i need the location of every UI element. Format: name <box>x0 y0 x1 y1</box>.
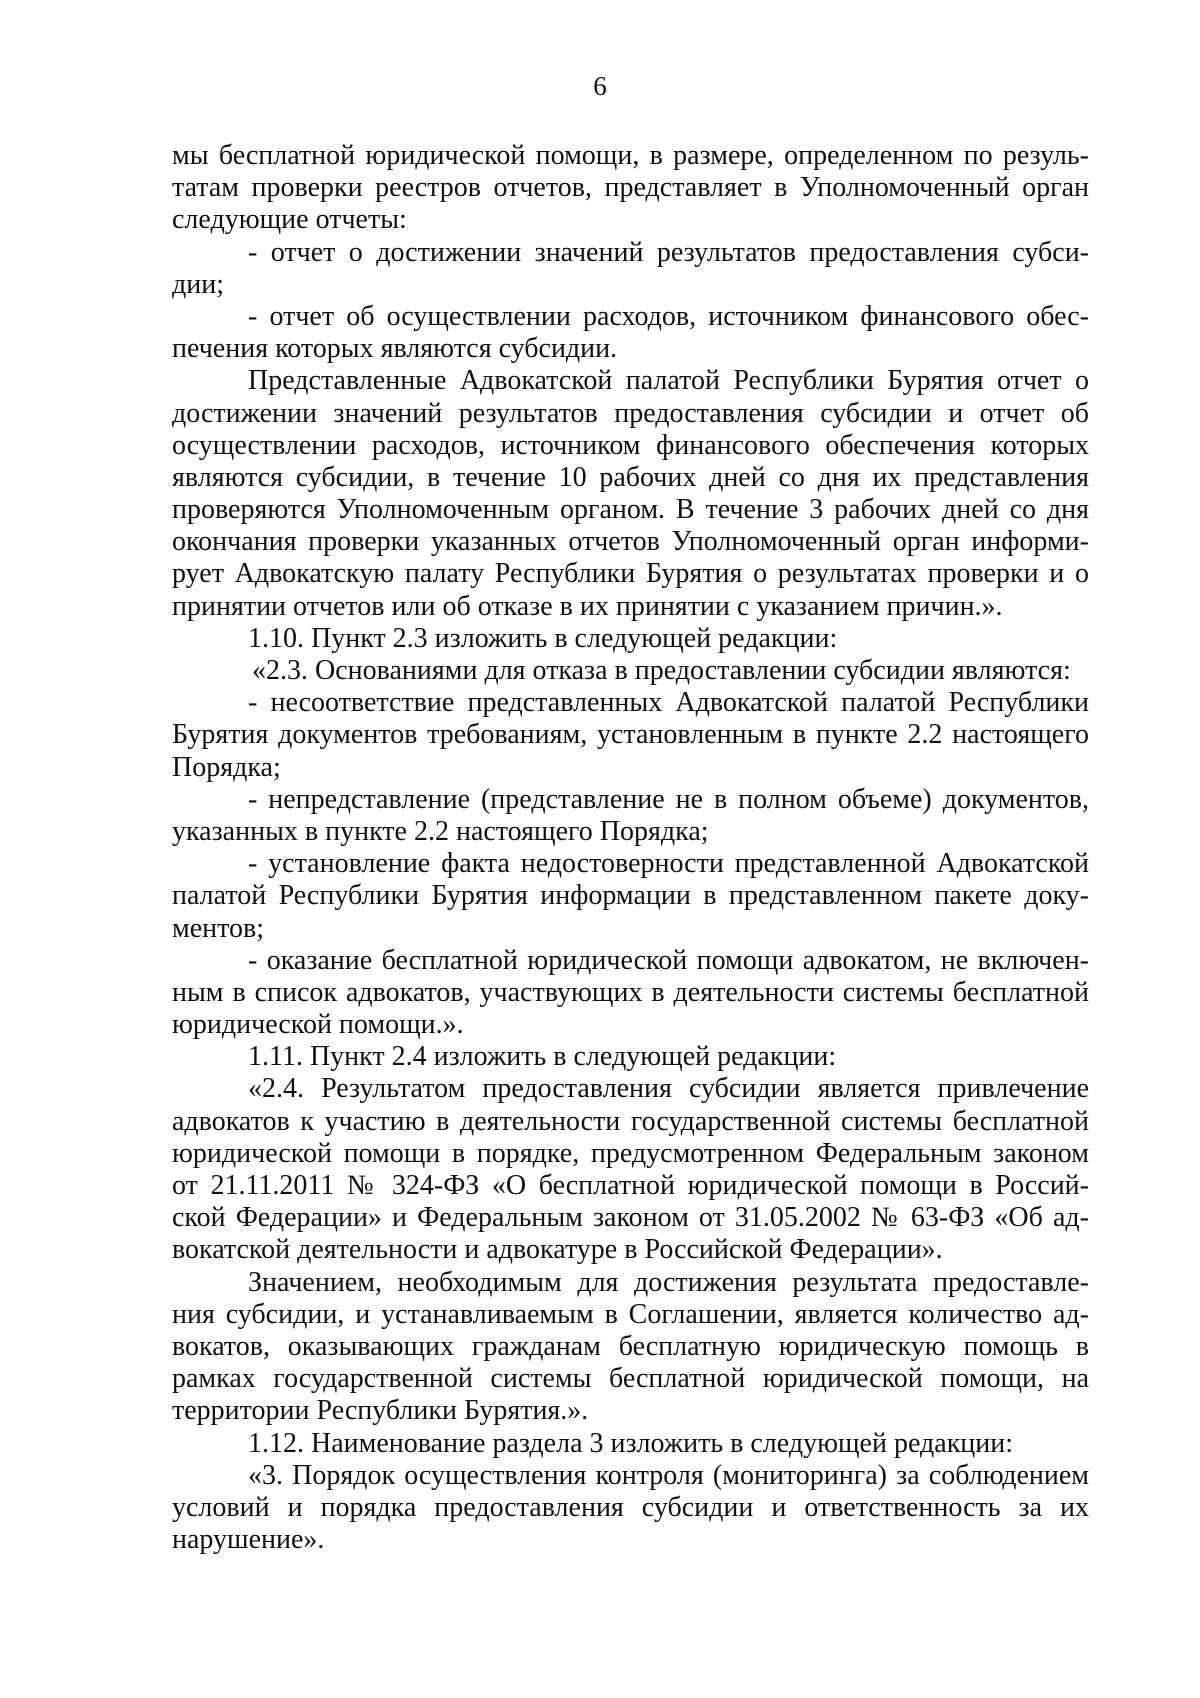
text-line: ментов; <box>172 912 264 944</box>
text-line: территории Республики Бурятия.». <box>172 1395 589 1427</box>
text-line: «3. Порядок осуществления контроля (мониторинга) за соблюдением <box>248 1459 1089 1491</box>
text-line: Бурятия документов требованиям, установленным в пункте 2.2 настоящего <box>172 719 1089 751</box>
text-line: осуществлении расходов, источником финансового обеспечения которых <box>172 429 1089 461</box>
text-line: 1.12. Наименование раздела 3 изложить в следующей редакции: <box>248 1427 1014 1459</box>
text-line: вокатской деятельности и адвокатуре в Российской Федерации». <box>172 1234 943 1266</box>
text-line: следующие отчеты: <box>172 204 407 236</box>
text-line: - оказание бесплатной юридической помощи адвокатом, не включен- <box>248 944 1089 976</box>
text-line: Порядка; <box>172 751 281 783</box>
text-line: - непредставление (представление не в полном объеме) документов, <box>248 783 1089 815</box>
text-line: Значением, необходимым для достижения результата предоставле- <box>248 1266 1089 1298</box>
text-line: принятии отчетов или об отказе в их принятии с указанием причин.». <box>172 590 1003 622</box>
text-line: юридической помощи в порядке, предусмотренном Федеральным законом <box>172 1137 1089 1169</box>
text-line: татам проверки реестров отчетов, представляет в Уполномоченный орган <box>172 172 1089 204</box>
text-line: достижении значений результатов предоставления субсидии и отчет об <box>172 397 1089 429</box>
text-line: нарушение». <box>172 1524 325 1556</box>
text-line: «2.4. Результатом предоставления субсидии является привлечение <box>248 1073 1089 1105</box>
text-line: дии; <box>172 268 224 300</box>
text-line: адвокатов к участию в деятельности государственной системы бесплатной <box>172 1105 1089 1137</box>
text-line: 1.10. Пункт 2.3 изложить в следующей редакции: <box>248 622 838 654</box>
text-line: - установление факта недостоверности представленной Адвокатской <box>248 848 1089 880</box>
text-line: - отчет о достижении значений результатов предоставления субси- <box>248 236 1089 268</box>
text-line: ской Федерации» и Федеральным законом от 31.05.2002 № 63-ФЗ «Об ад- <box>172 1202 1089 1234</box>
text-line: - несоответствие представленных Адвокатской палатой Республики <box>248 687 1089 719</box>
text-line: являются субсидии, в течение 10 рабочих дней со дня их представления <box>172 461 1089 493</box>
text-line: рует Адвокатскую палату Республики Бурятия о результатах проверки и о <box>172 558 1089 590</box>
text-line: окончания проверки указанных отчетов Уполномоченный орган информи- <box>172 526 1089 558</box>
text-line: 1.11. Пункт 2.4 изложить в следующей редакции: <box>248 1041 837 1073</box>
text-line: от 21.11.2011 № 324-ФЗ «О бесплатной юридической помощи в Россий- <box>172 1170 1089 1201</box>
text-line: вокатов, оказывающих гражданам бесплатную юридическую помощь в <box>172 1330 1089 1362</box>
text-line: условий и порядка предоставления субсидии и ответственность за их <box>172 1491 1089 1523</box>
text-line: печения которых являются субсидии. <box>172 333 618 365</box>
text-line: палатой Республики Бурятия информации в представленном пакете доку- <box>172 880 1089 912</box>
text-line: - отчет об осуществлении расходов, источником финансового обес- <box>248 300 1089 332</box>
text-line: проверяются Уполномоченным органом. В течение 3 рабочих дней со дня <box>172 494 1089 526</box>
text-line: указанных в пункте 2.2 настоящего Порядка; <box>172 815 709 847</box>
text-line: ным в список адвокатов, участвующих в деятельности системы бесплатной <box>172 976 1089 1008</box>
page-number: 6 <box>593 71 607 101</box>
text-line: ния субсидии, и устанавливаемым в Соглашении, является количество ад- <box>172 1298 1089 1330</box>
text-line: рамках государственной системы бесплатной юридической помощи, на <box>172 1363 1089 1395</box>
text-line: Представленные Адвокатской палатой Республики Бурятия отчет о <box>248 365 1089 397</box>
document-body <box>172 140 1089 1556</box>
text-line: мы бесплатной юридической помощи, в размере, определенном по резуль- <box>172 140 1089 171</box>
text-line: «2.3. Основаниями для отказа в предоставлении субсидии являются: <box>252 655 1071 686</box>
text-line: юридической помощи.». <box>172 1009 464 1041</box>
